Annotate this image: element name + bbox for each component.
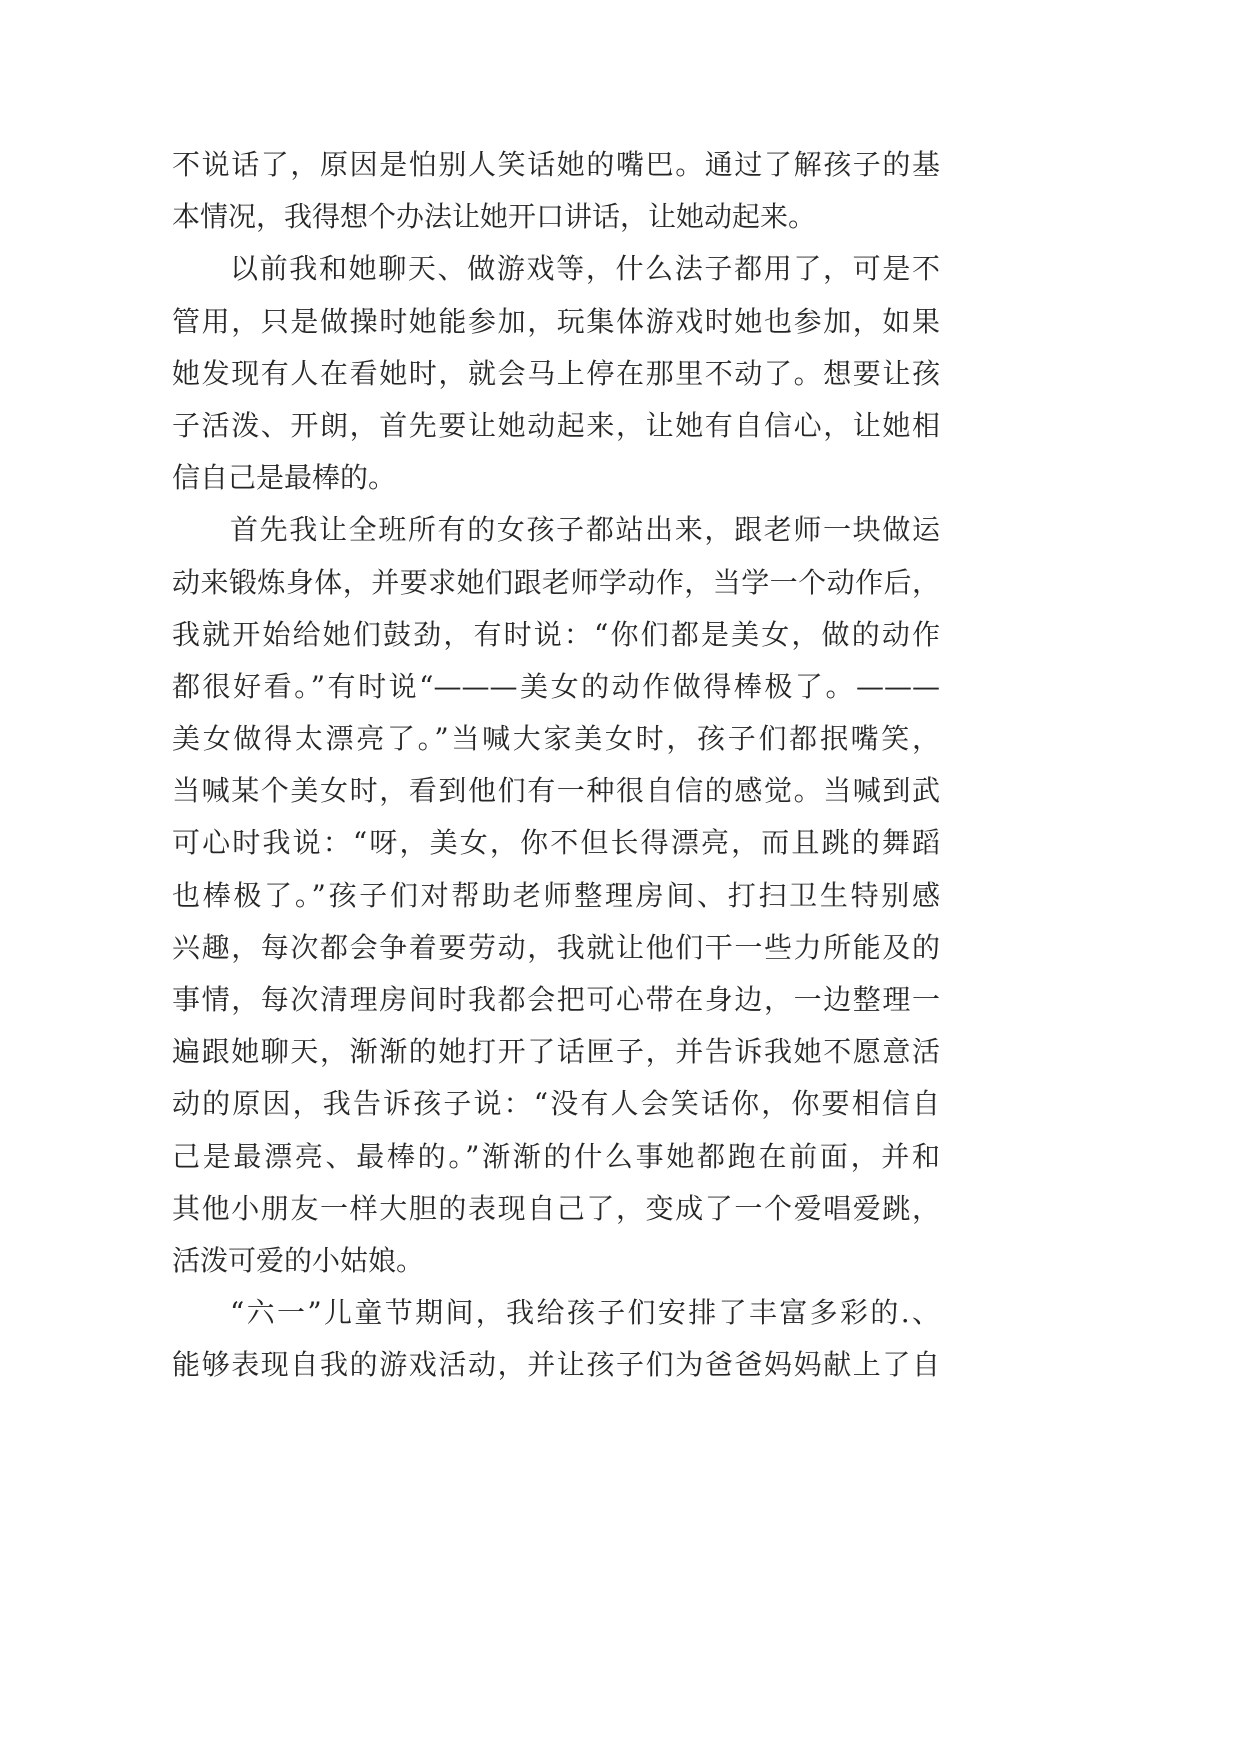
text-line: 动来锻炼身体，并要求她们跟老师学动作，当学一个动作后， <box>172 565 940 599</box>
text-line: 也棒极了。”孩子们对帮助老师整理房间、打扫卫生特别感 <box>172 878 940 912</box>
paragraph-continued <box>172 139 940 243</box>
paragraph <box>172 1287 940 1391</box>
text-line: 本情况，我得想个办法让她开口讲话，让她动起来。 <box>172 200 817 234</box>
text-line: 动的原因，我告诉孩子说：“没有人会笑话你，你要相信自 <box>172 1087 940 1121</box>
text-line: 子活泼、开朗，首先要让她动起来，让她有自信心，让她相 <box>172 408 940 442</box>
text-line: 以前我和她聊天、做游戏等，什么法子都用了，可是不 <box>230 252 940 286</box>
text-line: 可心时我说：“呀，美女，你不但长得漂亮，而且跳的舞蹈 <box>172 826 940 860</box>
text-line: 兴趣，每次都会争着要劳动，我就让他们干一些力所能及的 <box>172 930 940 964</box>
text-line: 己是最漂亮、最棒的。”渐渐的什么事她都跑在前面，并和 <box>172 1139 940 1173</box>
text-line: 我就开始给她们鼓劲，有时说：“你们都是美女，做的动作 <box>172 617 940 651</box>
body-text <box>172 139 940 1392</box>
text-line: 能够表现自我的游戏活动，并让孩子们为爸爸妈妈献上了自 <box>172 1348 940 1382</box>
text-line: 不说话了，原因是怕别人笑话她的嘴巴。通过了解孩子的基 <box>172 148 940 181</box>
text-line: 她发现有人在看她时，就会马上停在那里不动了。想要让孩 <box>172 356 940 390</box>
text-line: 管用，只是做操时她能参加，玩集体游戏时她也参加，如果 <box>172 304 940 338</box>
text-line: 美女做得太漂亮了。”当喊大家美女时，孩子们都抿嘴笑， <box>172 722 940 756</box>
text-line: 当喊某个美女时，看到他们有一种很自信的感觉。当喊到武 <box>172 774 940 808</box>
text-line: 事情，每次清理房间时我都会把可心带在身边，一边整理一 <box>172 983 940 1016</box>
text-line: 遍跟她聊天，渐渐的她打开了话匣子，并告诉我她不愿意活 <box>172 1035 940 1069</box>
paragraph <box>172 243 940 504</box>
text-line: 都很好看。”有时说“———美女的动作做得棒极了。——— <box>172 669 940 703</box>
text-line: 首先我让全班所有的女孩子都站出来，跟老师一块做运 <box>230 513 940 547</box>
text-line: 信自己是最棒的。 <box>172 461 397 495</box>
text-line: “六一”儿童节期间，我给孩子们安排了丰富多彩的.、 <box>230 1296 940 1330</box>
text-line: 其他小朋友一样大胆的表现自己了，变成了一个爱唱爱跳， <box>172 1191 940 1225</box>
paragraph <box>172 504 940 1287</box>
text-line: 活泼可爱的小姑娘。 <box>172 1243 425 1277</box>
